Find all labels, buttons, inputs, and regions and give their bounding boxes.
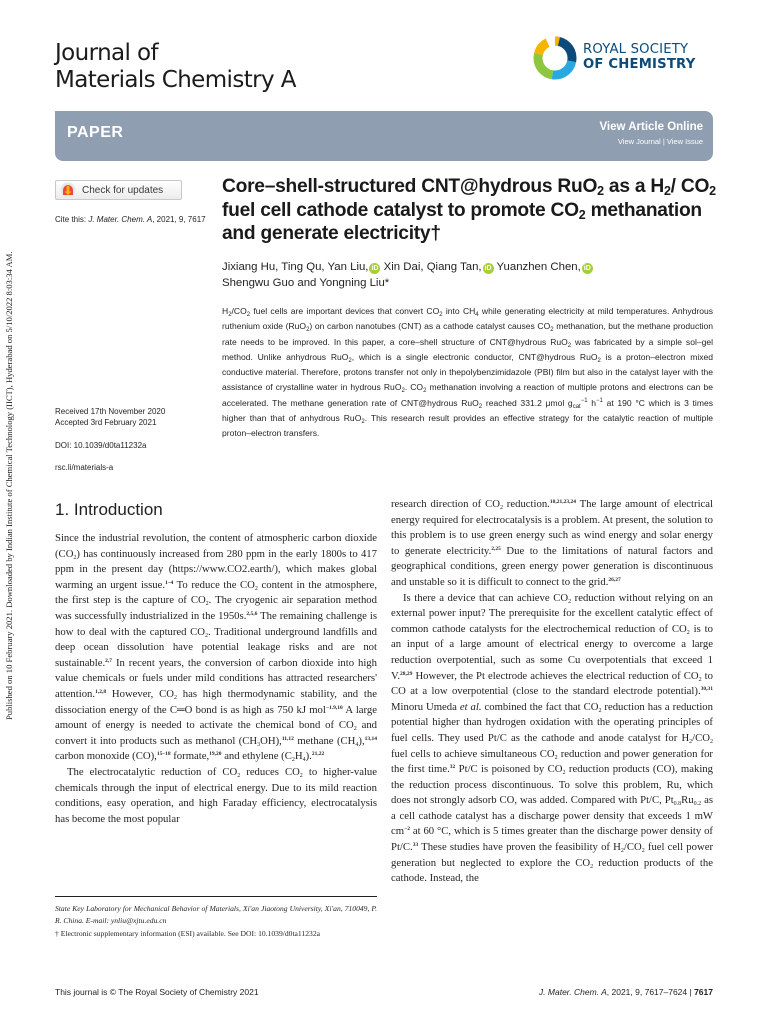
citation-ref[interactable]: 30,31 — [700, 686, 713, 693]
view-article-online-link[interactable]: View Article Online — [599, 121, 703, 133]
page-number: 7617 — [694, 987, 713, 997]
paragraph: Is there a device that can achieve $CO_2$ reduction without relying on an external power input? The prerequisite for the excellent catalytic effect of common cathode catalysts for the electrochemical reduction of $CO_2$ is to an input of a large amount of electrical energy to overcome a large reduction overpotential, such as some Cu overpotentials that exceed 1 V.$^{28,29}$ However, the Pt electrode achieves the electrical reduction of $CO_2$ to CO at a low overpotential (close to the standard electrode potential).$^{30,31}$ Minoru Umeda et al. combined the fact that $CO_2$ reduction has a reduction potential higher than hydrogen oxidation with the operating principles of fuel cells. They used Pt/C as the cathode and anode catalyst for $H_2/CO_2$ fuel cells to achieve simultaneous $CO_2$ reduction and power generation for the first time.$^{32}$ Pt/C is poisoned by $CO_2$ reduction products (CO), making the reduction process discontinuous. To solve this problem, Ru, which does not strongly adsorb CO, was added. Compared with Pt/C, $Pt_{0.8}Ru_{0.2}$ as a cell cathode catalyst has a discharge power density that exceeds 1 mW $cm^{-2}$ at 60 °C, which is 5 times greater than the discharge power density of Pt/C.$^{33}$ These studies have proven the feasibility of $H_2/CO_2$ fuel cell power generation but neglected to explore the $CO_2$ reduction products of the cathode. Instead, the — [391, 591, 714, 885]
cite-journal: J. Mater. Chem. A — [88, 215, 153, 224]
article-type-label: PAPER — [67, 124, 124, 141]
download-notice: Published on 10 February 2021. Downloaded by Indian Institute of Chemical Technology (IICT), Hyderabad on 5/10/2022 8:03:34 AM. — [4, 251, 14, 720]
citation-ref[interactable]: 1,2,8 — [95, 688, 107, 695]
check-for-updates-button[interactable] — [55, 180, 182, 200]
check-updates-label: Check for updates — [82, 184, 164, 196]
rsc-name-line2: OF CHEMISTRY — [583, 57, 696, 72]
body-column-left — [55, 531, 377, 827]
paragraph: The electrocatalytic reduction of $CO_2$ reduces $CO_2$ to higher-value chemicals through the input of electrical energy. Due to its mild reaction conditions, easy operation, and high Faraday efficiency, electrocatalysis has become the most popular — [55, 765, 378, 825]
citation-ref[interactable]: 32 — [449, 764, 456, 771]
orcid-icon[interactable]: iD — [583, 265, 591, 272]
doi-link[interactable]: DOI: 10.1039/d0ta11232a — [55, 441, 147, 450]
citation-ref[interactable]: 33 — [412, 842, 419, 849]
author-list: Jixiang Hu, Ting Qu, Yan Liu, iD Xin Dai, Qiang Tan, iD Yuanzhen Chen, iD Shengwu Guo and Yongning Liu* — [222, 261, 591, 289]
rsc-short-link[interactable]: rsc.li/materials-a — [55, 463, 114, 472]
citation-ref[interactable]: 2,7 — [105, 657, 113, 664]
rsc-ring-icon — [531, 34, 579, 82]
orcid-icon[interactable]: iD — [371, 265, 379, 272]
citation-ref[interactable]: 2,5,6 — [246, 610, 258, 617]
view-issue-link[interactable]: View Issue — [666, 137, 703, 146]
copyright-footer: This journal is © The Royal Society of Chemistry 2021 — [55, 987, 259, 997]
footnotes — [55, 903, 377, 942]
citation-ref[interactable]: 11,12 — [281, 735, 294, 742]
footnote-divider — [55, 896, 377, 897]
journal-title-line2: Materials Chemistry A — [55, 67, 296, 93]
affiliation-footnote: State Key Laboratory for Mechanical Behavior of Materials, Xi'an Jiaotong University, Xi'an, 710049, P. R. China. E-mail: ynliu@xjtu.edu.cn — [55, 904, 377, 925]
article-type-banner — [55, 111, 713, 161]
check-updates-icon — [60, 182, 76, 198]
link-separator: | — [660, 137, 667, 146]
citation-ref[interactable]: 1–4 — [165, 579, 174, 586]
citation-ref[interactable]: 21,22 — [311, 751, 325, 758]
accepted-date: Accepted 3rd February 2021 — [55, 417, 157, 427]
dates — [55, 407, 215, 428]
rsc-name-line1: ROYAL SOCIETY — [583, 42, 689, 57]
paragraph: research direction of $CO_2$ reduction.$^{10,21,23,24}$ The large amount of electrical energy required for electrocatalysis is a problem. At present, the solution to this problem is to use green energy such as wind energy and solar energy to generate electricity.$^{2,25}$ Due to the limitations of natural factors and geographical conditions, green energy power generation is discontinuous and unstable so it is difficult to connect to the grid.$^{26,27}$ — [391, 498, 713, 588]
section-heading-introduction: 1. Introduction — [55, 500, 163, 519]
article-title: Core–shell-structured CNT@hydrous RuO$_2$ as a $H_2/$ $CO_2$ fuel cell cathode catalyst to promote $CO_2$ methanation and generate electricity† — [222, 176, 716, 244]
journal-title-line1: Journal of — [55, 40, 159, 66]
citation-info: Cite this: J. Mater. Chem. A, 2021, 9, 7617 — [55, 215, 206, 224]
journal-title[interactable] — [55, 40, 296, 94]
orcid-icon[interactable]: iD — [484, 265, 492, 272]
citation-ref[interactable]: 2,25 — [491, 545, 501, 552]
citation-ref[interactable]: .9,10 — [331, 704, 343, 711]
page-footer: J. Mater. Chem. A, 2021, 9, 7617–7624 | 7617 — [538, 987, 713, 997]
received-date: Received 17th November 2020 — [55, 407, 166, 416]
citation-ref[interactable]: 15–18 — [156, 751, 171, 758]
citation-ref[interactable]: 26,27 — [608, 576, 621, 583]
abstract: $H_2/CO_2$ fuel cells are important devices that convert $CO_2$ into $CH_4$ while generating electricity at mild temperatures. Anhydrous ruthenium oxide (RuO$_2$) on carbon nanotubes (CNT) as a cathode catalyst causes $CO_2$ methanation, but the methane production rate needs to be improved. In this paper, a core–shell structure of CNT@hydrous RuO$_2$ was fabricated by a simple sol–gel method. Unlike anhydrous RuO$_2$, which is a single electronic conductor, CNT@hydrous RuO$_2$ is a proton–electron mixed conductive material. Therefore, protons transfer not only in thepolybenzimidazole (PBI) film but also in the catalyst layer with the assistance of crystalline water in hydrous RuO$_2$. $CO_2$ methanation involving a reaction of multiple protons and electrons can be accelerated. The methane generation rate of CNT@hydrous RuO$_2$ reached 331.2 μmol $g_{cat}^{-1}$ $h^{-1}$ at 190 °C which is 3 times higher than that of anhydrous RuO$_2$. This research result provides an effective strategy for the catalytic reaction of multiple proton–electron transfers. — [222, 306, 714, 438]
citation-ref[interactable]: 13,14 — [364, 735, 377, 742]
view-journal-link[interactable]: View Journal — [617, 137, 661, 146]
cite-details: , 2021, 9, 7617 — [152, 215, 206, 224]
citation-ref[interactable]: 10,21,23,24 — [549, 499, 576, 505]
citation-ref[interactable]: 28,29 — [400, 670, 413, 677]
body-column-right — [391, 497, 713, 887]
paragraph: Since the industrial revolution, the content of atmospheric carbon dioxide $(CO_2)$ has continuously increased from 280 ppm in the early 1800s to 417 ppm in the present day (https://www.CO2.earth/), which makes global warming an urgent issue.$^{1-4}$ To reduce the $CO_2$ content in the atmosphere, the first step is the capture of $CO_2$. The cryogenic air separation method was successfully industrialized in the 1950s.$^{2,5,6}$ The remaining challenge is how to deal with the captured $CO_2$. Traditional underground landfills and deep ocean dissolution have potential leakage risks and are not sustainable.$^{2,7}$ In recent years, the conversion of carbon dioxide into high value chemicals or fuels under mild conditions has attracted researchers' attention.$^{1,2,8}$ However, $CO_2$ has high thermodynamic stability, and the dissociation energy of the C═O bond is as high as 750 kJ mol$^{-1.9,10}$ A large amount of energy is needed to activate the chemical bond of $CO_2$ and convert it into products such as methanol $(CH_3OH),^{11,12}$ methane $(CH_4),^{13,14}$ carbon monoxide (CO),$^{15-18}$ formate,$^{19,20}$ and ethylene $(C_2H_4).^{21,22}$ — [55, 532, 378, 764]
esi-footnote: † Electronic supplementary information (ESI) available. See DOI: 10.1039/d0ta11232a — [55, 929, 321, 938]
citation-ref[interactable]: 19,20 — [209, 751, 222, 758]
rsc-logo[interactable] — [531, 34, 713, 84]
